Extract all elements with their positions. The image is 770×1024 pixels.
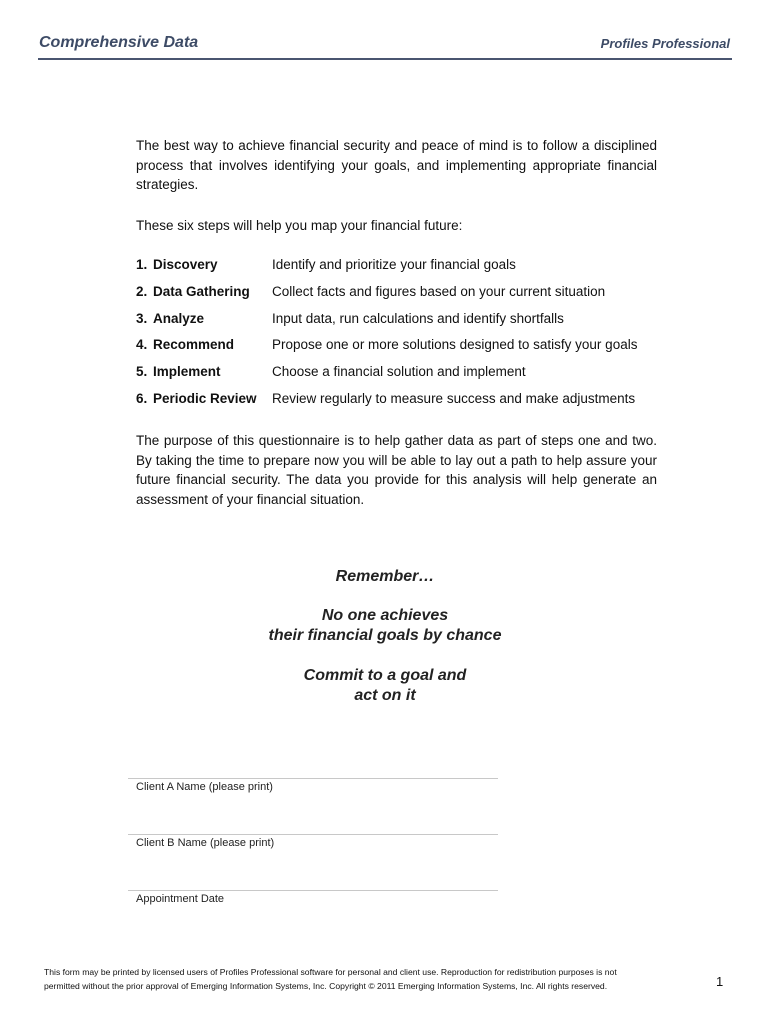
steps-intro: These six steps will help you map your financial future: [136,218,463,233]
footer-line: permitted without the prior approval of Emerging Information Systems, Inc. Copyright © 2011 Emerging Information Systems, Inc. All rights reserved. [44,980,608,991]
appointment-date-line[interactable] [128,890,498,891]
step-name: Periodic Review [153,390,257,406]
step-name: Discovery [153,257,218,272]
step-number: 4. [136,337,148,353]
step-name: Analyze [153,310,205,326]
step-name: Implement [153,364,221,380]
step-number: 6. [136,390,148,406]
step-item [136,337,676,364]
client-b-name-line[interactable] [128,834,498,835]
product-name: Profiles Professional [600,36,730,51]
client-a-name-label: Client A Name (please print) [136,781,273,793]
step-description: Collect facts and figures based on your current situation [272,283,606,299]
remember-line: No one achieves [321,607,449,624]
appointment-date-label: Appointment Date [136,893,225,905]
purpose-paragraph: The purpose of this questionnaire is to help gather data as part of steps one and two. By taking the time to prepare now you will be able to lay out a path to help assure your future financial security. The data you provide for this analysis will help generate an assessment of your financial situation. [136,433,657,507]
intro-paragraph: The best way to achieve financial security and peace of mind is to follow a disciplined process that involves identifying your goals, and implementing appropriate financial strategies. [136,138,657,192]
step-item [136,311,676,338]
step-item [136,257,676,284]
page-number: 1 [716,974,724,989]
remember-line: Commit to a goal and [303,667,467,684]
step-description: Choose a financial solution and implement [272,364,526,380]
step-description: Review regularly to measure success and make adjustments [272,390,636,406]
remember-line: their financial goals by chance [268,627,502,644]
client-b-name-label: Client B Name (please print) [136,837,275,849]
step-name: Data Gathering [153,283,250,299]
page-header [38,30,732,60]
step-number: 1. [136,257,148,272]
step-description: Identify and prioritize your financial goals [272,257,516,272]
step-item [136,284,676,311]
steps-list [136,257,676,418]
step-name: Recommend [153,337,235,353]
client-a-name-line[interactable] [128,778,498,779]
remember-heading: Remember… [335,568,435,585]
step-number: 5. [136,364,148,380]
step-description: Propose one or more solutions designed to satisfy your goals [272,337,638,353]
step-number: 2. [136,283,148,299]
step-description: Input data, run calculations and identify shortfalls [272,310,564,326]
step-item [136,364,676,391]
step-item [136,391,676,418]
document-title: Comprehensive Data [39,34,199,51]
remember-line: act on it [354,687,416,704]
footer-notice [44,966,684,993]
footer-line: This form may be printed by licensed users of Profiles Professional software for personal and client use. Reproduction for redistribution purposes is not [44,967,617,977]
step-number: 3. [136,310,148,326]
